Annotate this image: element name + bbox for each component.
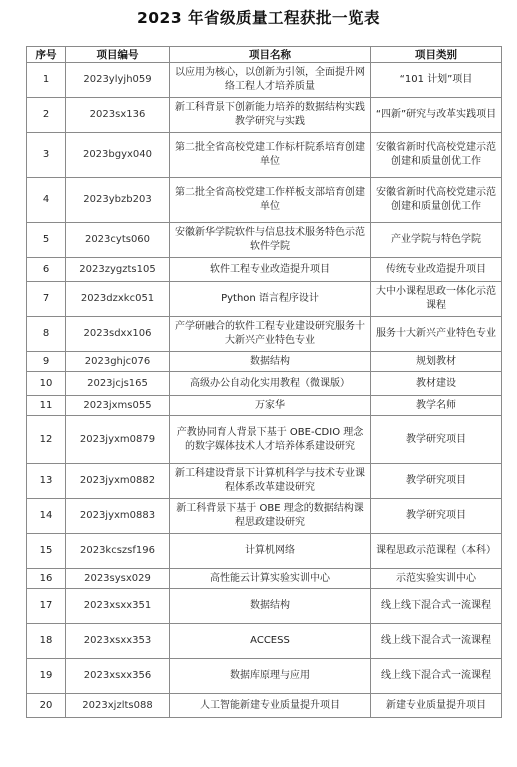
header-category: 项目类别 [371, 47, 502, 63]
cell-code: 2023jyxm0879 [66, 416, 170, 464]
table-row [27, 98, 502, 133]
page-title: 2023 年省级质量工程获批一览表 [136, 9, 381, 27]
cell-seq: 5 [27, 223, 66, 258]
cell-category: 规划教材 [371, 352, 502, 372]
table-row [27, 258, 502, 282]
cell-seq: 15 [27, 534, 66, 569]
cell-seq: 12 [27, 416, 66, 464]
cell-category: “四新”研究与改革实践项目 [371, 98, 502, 133]
cell-seq: 11 [27, 396, 66, 416]
cell-category: 课程思政示范课程（本科） [371, 534, 502, 569]
cell-code: 2023sdxx106 [66, 317, 170, 352]
cell-category: 线上线下混合式一流课程 [371, 589, 502, 624]
cell-seq: 8 [27, 317, 66, 352]
cell-name: ACCESS [170, 624, 371, 659]
cell-name: 产学研融合的软件工程专业建设研究服务十大新兴产业特色专业 [170, 317, 371, 352]
cell-name: 安徽新华学院软件与信息技术服务特色示范软件学院 [170, 223, 371, 258]
cell-seq: 20 [27, 694, 66, 718]
cell-seq: 7 [27, 282, 66, 317]
table-row [27, 178, 502, 223]
cell-name: 新工科建设背景下计算机科学与技术专业课程体系改革建设研究 [170, 464, 371, 499]
table-row [27, 282, 502, 317]
cell-code: 2023jyxm0883 [66, 499, 170, 534]
cell-code: 2023ylyjh059 [66, 63, 170, 98]
table-row [27, 352, 502, 372]
cell-category: 产业学院与特色学院 [371, 223, 502, 258]
cell-code: 2023jyxm0882 [66, 464, 170, 499]
cell-category: 线上线下混合式一流课程 [371, 624, 502, 659]
cell-code: 2023xjzlts088 [66, 694, 170, 718]
cell-name: 新工科背景下基于 OBE 理念的数据结构课程思政建设研究 [170, 499, 371, 534]
cell-seq: 4 [27, 178, 66, 223]
cell-name: 万家华 [170, 396, 371, 416]
cell-code: 2023jcjs165 [66, 372, 170, 396]
cell-category: 教学名师 [371, 396, 502, 416]
cell-name: 人工智能新建专业质量提升项目 [170, 694, 371, 718]
cell-category: 服务十大新兴产业特色专业 [371, 317, 502, 352]
cell-code: 2023ybzb203 [66, 178, 170, 223]
cell-name: 第二批全省高校党建工作样板支部培育创建单位 [170, 178, 371, 223]
table-row [27, 659, 502, 694]
cell-category: “101 计划”项目 [371, 63, 502, 98]
table-row [27, 317, 502, 352]
cell-code: 2023kcszsf196 [66, 534, 170, 569]
cell-seq: 6 [27, 258, 66, 282]
projects-table [26, 46, 502, 718]
cell-seq: 13 [27, 464, 66, 499]
cell-category: 教学研究项目 [371, 464, 502, 499]
cell-code: 2023xsxx356 [66, 659, 170, 694]
cell-category: 教学研究项目 [371, 416, 502, 464]
cell-code: 2023dzxkc051 [66, 282, 170, 317]
table-row [27, 133, 502, 178]
cell-name: 数据结构 [170, 589, 371, 624]
cell-name: 数据库原理与应用 [170, 659, 371, 694]
cell-category: 大中小课程思政一体化示范课程 [371, 282, 502, 317]
cell-code: 2023ghjc076 [66, 352, 170, 372]
table-row [27, 396, 502, 416]
cell-category: 教材建设 [371, 372, 502, 396]
cell-name: 计算机网络 [170, 534, 371, 569]
table-row [27, 416, 502, 464]
cell-name: 软件工程专业改造提升项目 [170, 258, 371, 282]
header-seq: 序号 [27, 47, 66, 63]
table-row [27, 223, 502, 258]
cell-category: 安徽省新时代高校党建示范创建和质量创优工作 [371, 178, 502, 223]
cell-seq: 10 [27, 372, 66, 396]
cell-seq: 2 [27, 98, 66, 133]
cell-code: 2023sysx029 [66, 569, 170, 589]
cell-name: 新工科背景下创新能力培养的数据结构实践教学研究与实践 [170, 98, 371, 133]
header-name: 项目名称 [170, 47, 371, 63]
cell-name: 高性能云计算实验实训中心 [170, 569, 371, 589]
cell-code: 2023sx136 [66, 98, 170, 133]
table-row [27, 569, 502, 589]
cell-category: 教学研究项目 [371, 499, 502, 534]
cell-seq: 18 [27, 624, 66, 659]
cell-category: 传统专业改造提升项目 [371, 258, 502, 282]
cell-code: 2023xsxx353 [66, 624, 170, 659]
table-row [27, 499, 502, 534]
cell-seq: 1 [27, 63, 66, 98]
cell-code: 2023bgyx040 [66, 133, 170, 178]
cell-category: 示范实验实训中心 [371, 569, 502, 589]
cell-category: 安徽省新时代高校党建示范创建和质量创优工作 [371, 133, 502, 178]
table-header-row [27, 47, 502, 63]
table-row [27, 372, 502, 396]
cell-code: 2023xsxx351 [66, 589, 170, 624]
table-row [27, 694, 502, 718]
table-row [27, 624, 502, 659]
cell-code: 2023jxms055 [66, 396, 170, 416]
table-row [27, 589, 502, 624]
cell-name: 第二批全省高校党建工作标杆院系培育创建单位 [170, 133, 371, 178]
table-row [27, 464, 502, 499]
table-body [27, 63, 502, 718]
cell-seq: 17 [27, 589, 66, 624]
cell-name: 产教协同育人背景下基于 OBE-CDIO 理念的数字媒体技术人才培养体系建设研究 [170, 416, 371, 464]
cell-name: 数据结构 [170, 352, 371, 372]
cell-category: 线上线下混合式一流课程 [371, 659, 502, 694]
cell-seq: 3 [27, 133, 66, 178]
cell-seq: 16 [27, 569, 66, 589]
cell-name: 高级办公自动化实用教程（微课版） [170, 372, 371, 396]
cell-code: 2023zygzts105 [66, 258, 170, 282]
cell-name: 以应用为核心，以创新为引领，全面提升网络工程人才培养质量 [170, 63, 371, 98]
cell-seq: 19 [27, 659, 66, 694]
cell-code: 2023cyts060 [66, 223, 170, 258]
table-row [27, 534, 502, 569]
table-row [27, 63, 502, 98]
cell-seq: 9 [27, 352, 66, 372]
cell-category: 新建专业质量提升项目 [371, 694, 502, 718]
cell-name: Python 语言程序设计 [170, 282, 371, 317]
cell-seq: 14 [27, 499, 66, 534]
header-code: 项目编号 [66, 47, 170, 63]
